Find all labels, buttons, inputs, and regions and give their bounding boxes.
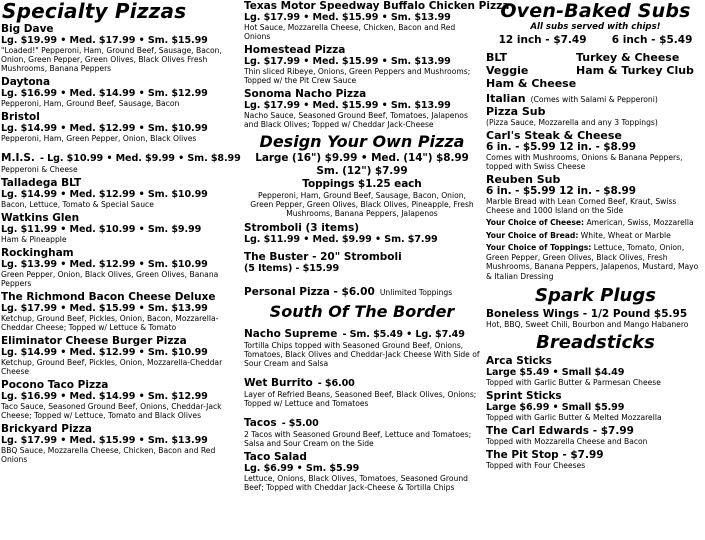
menu-item-description: Ketchup, Ground Beef, Pickles, Onion, Mozzarella-Cheddar Cheese (1, 358, 223, 376)
south-of-border-list (244, 322, 480, 492)
choice-cheese-label: Your Choice of Cheese: (486, 218, 585, 227)
menu-item-description: BBQ Sauce, Mozzarella Cheese, Chicken, Bacon and Red Onions (1, 446, 216, 464)
sub-carls: Carl's Steak & Cheese (486, 129, 622, 142)
sub-turkey-cheese: Turkey & Cheese (576, 51, 680, 64)
menu-item-name: Nacho Supreme (244, 328, 338, 340)
menu-item (1, 111, 236, 143)
menu-item-price: Lg. $19.99 • Med. $17.99 • Sm. $15.99 (1, 35, 208, 46)
menu-item-name: Brickyard Pizza (1, 423, 92, 435)
sub-italian-note: (Comes with Salami & Pepperoni) (530, 95, 658, 104)
menu-item-price: Lg. $17.99 • Med. $15.99 • Sm. $13.99 (1, 303, 208, 314)
sub-veggie: Veggie (486, 64, 529, 77)
choice-cheese (486, 218, 705, 228)
subs-column (486, 0, 705, 540)
menu-item (1, 177, 236, 209)
menu-item-name: Pocono Taco Pizza (1, 379, 109, 391)
menu-item (244, 0, 510, 41)
menu-item-name: M.I.S. (1, 152, 35, 164)
menu-item (1, 23, 236, 73)
sub-pair-1 (486, 51, 705, 64)
menu-item-name: Texas Motor Speedway Buffalo Chicken Pizza (244, 0, 510, 12)
choice-bread (486, 231, 705, 241)
menu-item-description: Pepperoni, Ham, Green Pepper, Onion, Black Olives (1, 134, 197, 143)
menu-item (244, 411, 480, 448)
sub-carls-price: 6 in. - $5.99 12 in. - $8.99 (486, 141, 636, 153)
menu-item-description: Thin sliced Ribeye, Onions, Green Peppers and Mushrooms; Topped w/ the Pit Crew Sauce (244, 67, 471, 85)
menu-item-description: Bacon, Lettuce, Tomato & Special Sauce (1, 200, 154, 209)
sub-reuben-price: 6 in. - $5.99 12 in. - $8.99 (486, 185, 636, 197)
design-your-own-title: Design Your Own Pizza (259, 132, 465, 151)
menu-item-name: Arca Sticks (486, 355, 552, 367)
price-6-inch: 6 inch - $5.49 (611, 34, 693, 46)
menu-item-description: Pepperoni, Ham, Ground Beef, Sausage, Bacon (1, 99, 180, 108)
sub-pizza: Pizza Sub (486, 105, 546, 118)
menu-item-description: Topped with Mozzarella Cheese and Bacon (486, 437, 648, 446)
menu-item-description: Pepperoni & Cheese (1, 165, 78, 174)
menu-item-name: Eliminator Cheese Burger Pizza (1, 335, 187, 347)
menu-item-name: Bristol (1, 111, 40, 123)
sub-ham-cheese-row (486, 77, 705, 90)
menu-item-name: Big Dave (1, 23, 54, 35)
breadsticks-title: Breadsticks (536, 332, 655, 353)
choice-bread-value: White, Wheat or Marble (580, 230, 671, 240)
menu-item-description: Lettuce, Onions, Black Olives, Tomatoes, Seasoned Ground Beef; Topped with Cheddar Jack-Cheese & Tortilla Chips (244, 474, 468, 492)
choice-toppings-label: Your Choice of Toppings: (486, 243, 592, 252)
menu-item-description: Hot Sauce, Mozzarella Cheese, Chicken, Bacon and Red Onions (244, 23, 456, 41)
menu-item-description: Tortilla Chips topped with Seasoned Ground Beef, Onions, Tomatoes, Black Olives and Cheddar-Jack Cheese With Side of Sour Cream and Salsa (244, 341, 480, 368)
menu-item-price: Lg. $11.99 • Med. $10.99 • Sm. $9.99 (1, 224, 202, 235)
menu-item-description: Green Pepper, Onion, Black Olives, Green Olives, Banana Peppers (1, 270, 219, 288)
sub-reuben-desc: Marble Bread with Lean Corned Beef, Kraut, Swiss Cheese and 1000 Island on the Side (486, 197, 677, 215)
menu-item-name: Watkins Glen (1, 212, 80, 224)
sub-carls-desc: Comes with Mushrooms, Onions & Banana Peppers, topped with Swiss Cheese (486, 153, 683, 171)
specialty-pizzas-column (0, 0, 241, 540)
menu-item-description: 2 Tacos with Seasoned Ground Beef, Lettuce and Tomatoes; Salsa and Sour Cream on the Side (244, 430, 472, 448)
south-of-border-title: South Of The Border (269, 302, 455, 321)
menu-item-header (244, 322, 480, 341)
menu-item-name: The Richmond Bacon Cheese Deluxe (1, 291, 216, 303)
menu-item-price: - $6.00 (317, 378, 355, 389)
menu-item-name: The Carl Edwards - $7.99 (486, 425, 634, 437)
menu-item-price: Lg. $14.99 • Med. $12.99 • Sm. $10.99 (1, 123, 208, 134)
menu-item-price: Large $6.99 • Small $5.99 (486, 402, 625, 413)
menu-item-header (244, 411, 480, 430)
menu-item (244, 44, 480, 85)
sub-reuben: Reuben Sub (486, 173, 561, 186)
menu-item-price: Lg. $14.99 • Med. $12.99 • Sm. $10.99 (1, 347, 208, 358)
menu-item-header (244, 371, 480, 390)
toppings-list: Pepperoni, Ham, Ground Beef, Sausage, Bacon, Onion, Green Pepper, Green Olives, Black Olives, Pineapple, Fresh Mushrooms, Banana Peppers, Jalapenos (250, 191, 474, 218)
design-sizes-2: Sm. (12") $7.99 (316, 165, 408, 177)
menu-item-description: Topped with Garlic Butter & Melted Mozzarella (486, 413, 662, 422)
menu-item-description: Ham & Pineapple (1, 235, 67, 244)
menu-item-description: "Loaded!" Pepperoni, Ham, Ground Beef, Sausage, Bacon, Onion, Green Pepper, Green Olives, Black Olives Fresh Mushrooms, Banana Peppers (1, 46, 222, 73)
choice-toppings (486, 243, 705, 281)
spark-plugs-title: Spark Plugs (535, 285, 656, 306)
menu-item (244, 88, 480, 129)
menu-item (1, 379, 236, 420)
menu-item (1, 76, 236, 108)
menu-item-price: Lg. $17.99 • Med. $15.99 • Sm. $13.99 (1, 435, 208, 446)
menu-item (1, 423, 236, 464)
menu-item-price: - Sm. $5.49 • Lg. $7.49 (342, 329, 465, 340)
oven-baked-subs-title: Oven-Baked Subs (500, 0, 691, 22)
menu-item-price: Lg. $16.99 • Med. $14.99 • Sm. $12.99 (1, 88, 208, 99)
menu-item-price: - Lg. $10.99 • Med. $9.99 • Sm. $8.99 (39, 153, 241, 164)
choice-cheese-value: American, Swiss, Mozzarella (586, 218, 694, 227)
menu-item-price: Lg. $13.99 • Med. $12.99 • Sm. $10.99 (1, 259, 208, 270)
menu-item-description: Layer of Refried Beans, Seasoned Beef, Black Olives, Onions; Topped w/ Lettuce and Tomatoes (244, 390, 477, 408)
sub-blt: BLT (486, 51, 508, 64)
menu-item-description: Topped with Garlic Butter & Parmesan Cheese (486, 378, 661, 387)
menu-item-price: Lg. $14.99 • Med. $12.99 • Sm. $10.99 (1, 189, 208, 200)
menu-item (1, 247, 236, 288)
price-12-inch: 12 inch - $7.49 (498, 34, 587, 46)
menu-item-name: The Pit Stop - $7.99 (486, 449, 604, 461)
menu-item-name: Sonoma Nacho Pizza (244, 88, 367, 100)
menu-item-name: Taco Salad (244, 451, 307, 463)
sub-pair-2 (486, 64, 705, 77)
specialty-pizza-list (0, 23, 241, 464)
menu-item (486, 449, 705, 470)
menu-item (1, 335, 236, 376)
menu-item-price: - $5.00 (281, 418, 319, 429)
subs-prices (486, 33, 705, 47)
sub-pizza-note: (Pizza Sauce, Mozzarella and any 3 Toppings) (486, 118, 658, 127)
personal-pizza-note: Unlimited Toppings (379, 288, 453, 297)
buster-name: The Buster - 20" Stromboli (244, 251, 402, 263)
choice-bread-label: Your Choice of Bread: (486, 230, 579, 240)
menu-item-description: Topped with Four Cheeses (486, 461, 586, 470)
menu-item (486, 390, 705, 422)
menu-item-price: Lg. $17.99 • Med. $15.99 • Sm. $13.99 (244, 56, 451, 67)
menu-item-name: Homestead Pizza (244, 44, 346, 56)
menu-item-price: Lg. $17.99 • Med. $15.99 • Sm. $13.99 (244, 100, 451, 111)
menu-item-header (1, 146, 241, 165)
menu-item (486, 355, 705, 387)
menu-item (244, 451, 480, 492)
menu-item (244, 371, 480, 408)
toppings-price: Toppings $1.25 each (302, 178, 422, 190)
menu-item-name: Daytona (1, 76, 51, 88)
menu-item-name: Wet Burrito (244, 377, 313, 389)
menu-item-name: Sprint Sticks (486, 390, 562, 402)
menu-item (1, 291, 236, 332)
menu-item (1, 212, 236, 244)
menu-item-name: Talladega BLT (1, 177, 82, 189)
breadsticks-list (486, 355, 705, 470)
sub-ham-cheese: Ham & Cheese (486, 77, 577, 90)
menu-item-price: Lg. $17.99 • Med. $15.99 • Sm. $13.99 (244, 12, 451, 23)
menu-item-price: Lg. $16.99 • Med. $14.99 • Sm. $12.99 (1, 391, 208, 402)
menu-item-name: Tacos (244, 417, 277, 429)
design-sizes-1: Large (16") $9.99 • Med. (14") $8.99 (255, 152, 469, 164)
buster-price: (5 Items) - $15.99 (244, 263, 340, 274)
sub-ham-turkey-club: Ham & Turkey Club (576, 64, 694, 77)
sub-italian-row (486, 90, 705, 105)
stromboli-name: Stromboli (3 items) (244, 222, 359, 234)
menu-item-description: Taco Sauce, Seasoned Ground Beef, Onions, Cheddar-Jack Cheese; Topped w/ Lettuce, Tomato and Black Olives (1, 402, 222, 420)
stromboli-price: Lg. $11.99 • Med. $9.99 • Sm. $7.99 (244, 234, 438, 245)
menu-item-description: Ketchup, Ground Beef, Pickles, Onion, Bacon, Mozzarella-Cheddar Cheese; Topped w/ Lettuce & Tomato (1, 314, 219, 332)
menu-item (486, 425, 705, 446)
menu-item-price: Large $5.49 • Small $4.49 (486, 367, 625, 378)
menu-item-name: Rockingham (1, 247, 74, 259)
menu-item (1, 146, 241, 174)
boneless-wings-desc: Hot, BBQ, Sweet Chili, Bourbon and Mango Habanero (486, 320, 689, 329)
choice-toppings-value: Lettuce, Tomato, Onion, Green Pepper, Green Olives, Black Olives, Fresh Mushrooms, Banana Peppers, Jalapenos, Mustard, Mayo & Italian Dressing (486, 243, 699, 281)
personal-pizza (244, 280, 480, 299)
menu-item (244, 322, 480, 368)
menu-item-description: Nacho Sauce, Seasoned Ground Beef, Tomatoes, Jalapenos and Black Olives; Topped w/ Cheddar Jack-Cheese (244, 111, 468, 129)
personal-pizza-name: Personal Pizza - $6.00 (244, 286, 375, 298)
sub-italian: Italian (486, 92, 526, 105)
menu-item-price: Lg. $6.99 • Sm. $5.99 (244, 463, 360, 474)
specialty-pizzas-title: Specialty Pizzas (2, 0, 187, 23)
boneless-wings: Boneless Wings - 1/2 Pound $5.95 (486, 308, 688, 320)
subs-note: All subs served with chips! (530, 22, 661, 32)
